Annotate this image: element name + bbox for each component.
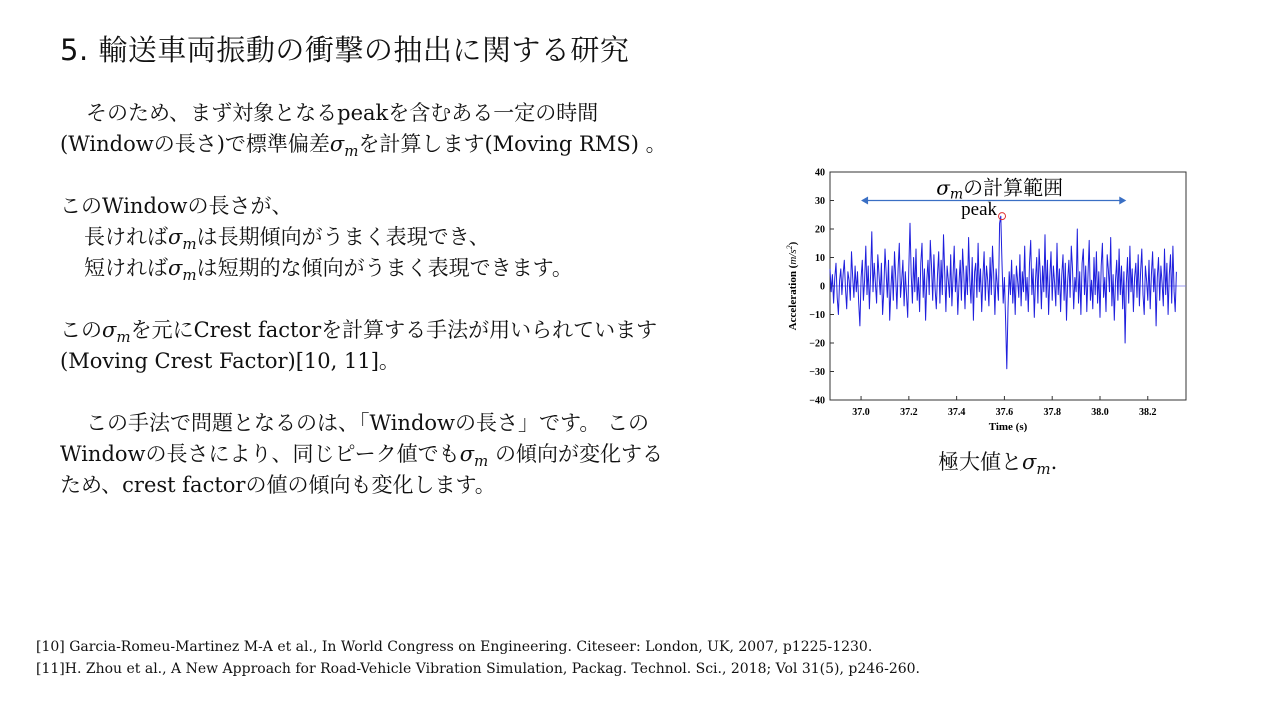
sigma-symbol: σ (168, 256, 183, 280)
paragraph-3-line-1 (60, 315, 740, 346)
paragraph-3-line-2: (Moving Crest Factor)[10, 11]。 (60, 349, 400, 373)
text-segment: を元にCrest factorを計算する手法が用いられています (130, 318, 658, 342)
x-tick-label: 37.4 (947, 407, 966, 418)
paragraph-gap (60, 160, 740, 191)
body-text (60, 98, 740, 501)
range-label: $\sigma_m$の計算範囲 (936, 175, 1064, 203)
x-tick-label: 37.2 (900, 407, 918, 418)
text-segment: は長期傾向がうまく表現でき、 (196, 225, 490, 249)
paragraph-1-line-2 (60, 129, 740, 160)
y-tick-label: −20 (809, 338, 825, 350)
text-segment: 短ければ (84, 256, 168, 280)
text-segment: 長ければ (84, 225, 168, 249)
peak-marker (999, 213, 1006, 220)
y-tick-label: 10 (815, 253, 825, 264)
x-tick-label: 38.2 (1139, 407, 1157, 418)
paragraph-2-line-1: このWindowの長さが、 (60, 194, 293, 218)
paragraph-4-line-3: ため、crest factorの値の傾向も変化します。 (60, 473, 496, 497)
text-segment: の傾向が変化する (488, 442, 663, 466)
y-tick-label: −30 (809, 367, 825, 378)
subscript-m: m (474, 452, 489, 470)
paragraph-4-line-1: この手法で問題となるのは、「Windowの長さ」です。 この (86, 411, 650, 435)
sigma-symbol: σ (459, 442, 475, 466)
sigma-symbol: σ (329, 132, 345, 156)
text-segment: は短期的な傾向がうまく表現できます。 (196, 256, 573, 280)
chart-plot-area (785, 168, 1186, 434)
sigma-symbol: σ (102, 318, 117, 342)
text-segment: (Windowの長さ)で標準偏差 (60, 132, 330, 156)
references (36, 636, 920, 680)
paragraph-2-line-2 (60, 222, 740, 253)
acceleration-chart (780, 160, 1200, 440)
chart-svg (780, 160, 1200, 440)
paragraph-2-line-3 (60, 253, 740, 284)
subscript-m: m (182, 266, 197, 284)
paragraph-4-line-2 (60, 439, 740, 470)
subscript-m: m (116, 328, 131, 346)
text-segment: この (60, 318, 102, 342)
subscript-m: m (182, 235, 197, 253)
subscript-m: m (344, 142, 359, 160)
chart-caption (938, 446, 1057, 476)
caption-text: . (1050, 450, 1058, 474)
reference-10: [10] Garcia-Romeu-Martinez M-A et al., In World Congress on Engineering. Citeseer: London, UK, 2007, p1225-1230. (36, 639, 873, 655)
paragraph-gap (60, 284, 740, 315)
reference-11: [11]H. Zhou et al., A New Approach for Road-Vehicle Vibration Simulation, Packag. Technol. Sci., 2018; Vol 31(5), p246-260. (36, 661, 920, 677)
text-segment: を計算します(Moving RMS) 。 (358, 132, 667, 156)
range-arrowhead-left (861, 197, 868, 205)
acceleration-series-line (830, 216, 1176, 369)
y-tick-label: 20 (815, 224, 825, 236)
y-tick-label: 40 (815, 167, 825, 179)
peak-label: peak (961, 199, 998, 221)
slide-title: 5. 輸送車両振動の衝撃の抽出に関する研究 (60, 33, 630, 67)
sigma-symbol: σ (168, 225, 183, 249)
paragraph-gap (60, 377, 740, 408)
range-arrowhead-right (1119, 197, 1126, 205)
caption-text: 極大値と (938, 450, 1022, 474)
x-tick-label: 37.0 (852, 407, 870, 418)
subscript-m: m (1036, 460, 1051, 478)
x-axis-label: Time (s) (988, 421, 1028, 433)
y-tick-label: 30 (815, 196, 825, 207)
y-axis-label: Acceleration $(m/s^2)$ (785, 241, 799, 331)
x-tick-label: 37.6 (995, 407, 1014, 418)
paragraph-1-line-1: そのため、まず対象となるpeakを含むある一定の時間 (86, 101, 599, 125)
x-tick-label: 38.0 (1091, 407, 1109, 418)
y-tick-label: −40 (809, 395, 825, 407)
text-segment: Windowの長さにより、同じピーク値でも (60, 442, 460, 466)
y-tick-label: 0 (820, 281, 825, 293)
sigma-symbol: σ (1022, 450, 1037, 474)
x-tick-label: 37.8 (1043, 407, 1061, 418)
y-tick-label: −10 (809, 310, 825, 321)
